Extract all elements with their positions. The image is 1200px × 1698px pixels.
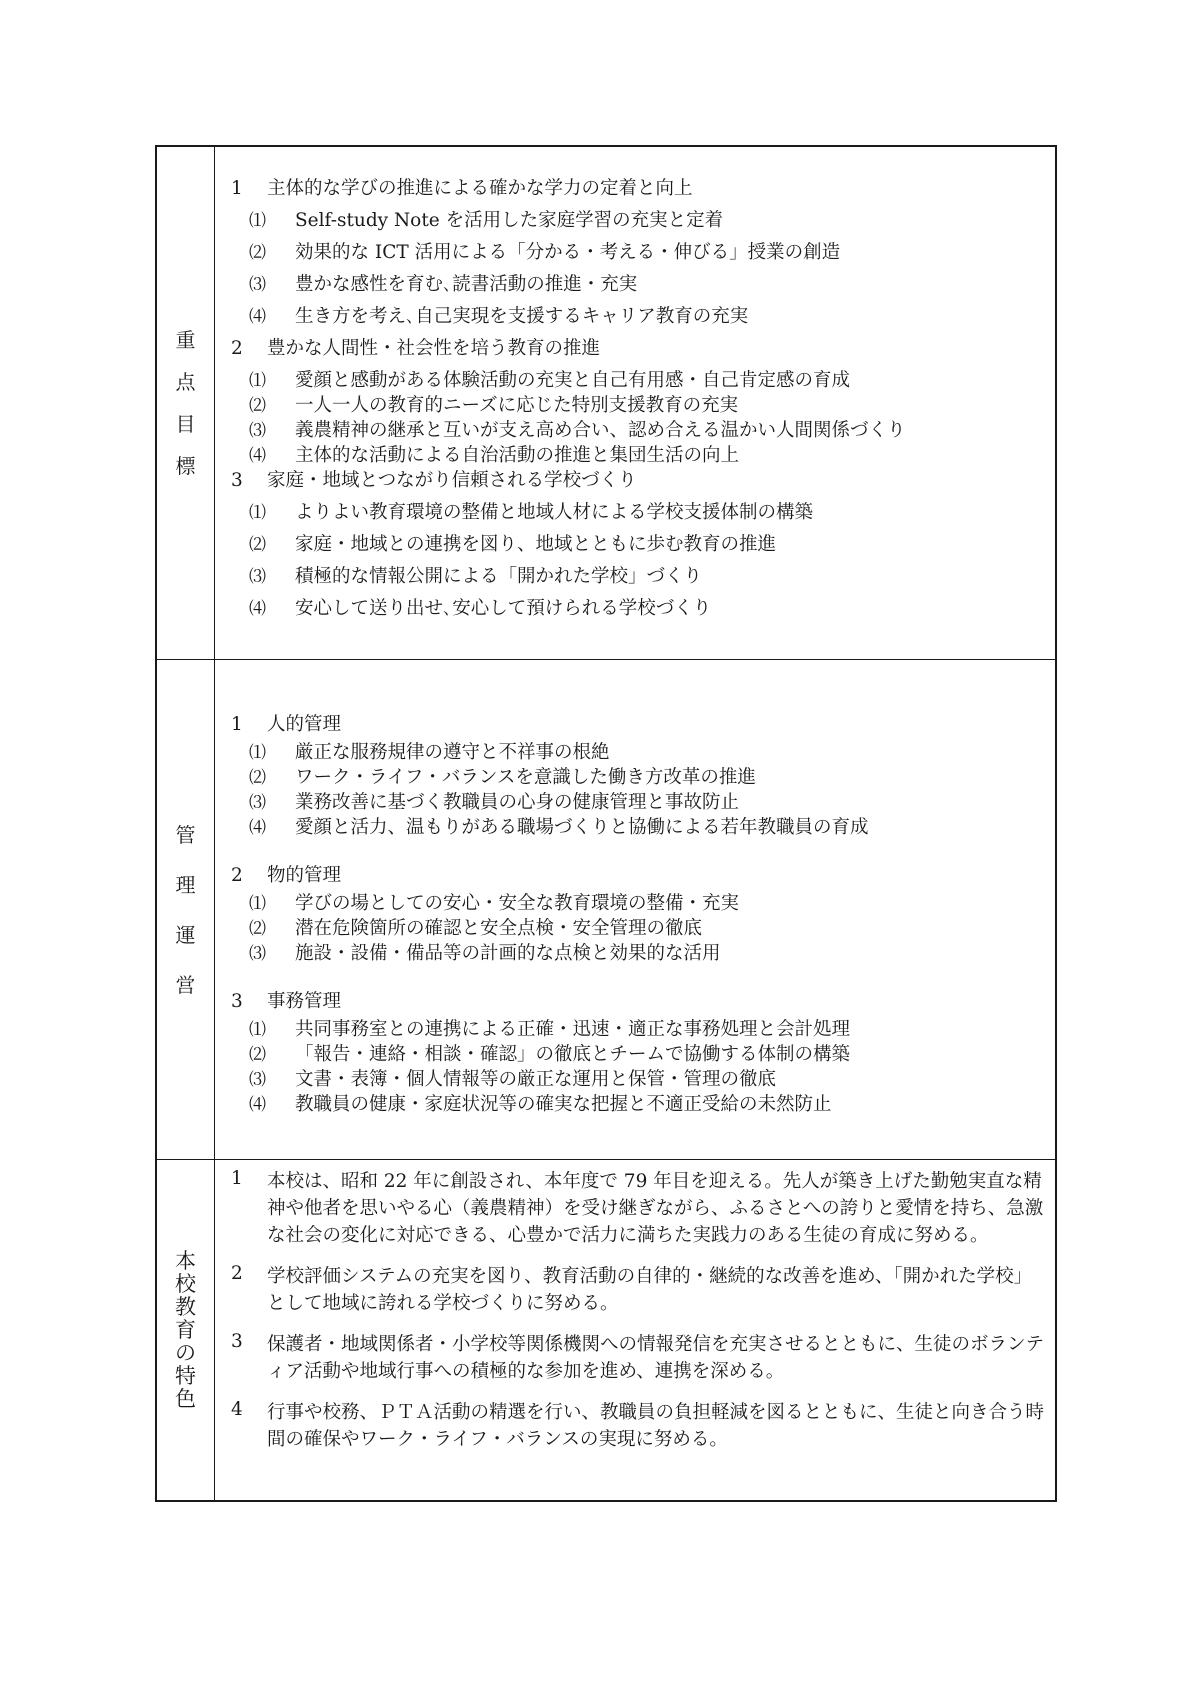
item-number: ⑷ (249, 307, 266, 327)
document-table (155, 145, 1057, 1502)
item-text: 家庭・地域との連携を図り、地域とともに歩む教育の推進 (295, 534, 777, 555)
item-number: ⑴ (249, 371, 266, 391)
item-number: ⑷ (249, 599, 266, 619)
feature-paragraph (215, 1168, 1045, 1249)
list-item (215, 813, 1055, 838)
item-number: ⑵ (249, 768, 266, 788)
features-content (215, 1160, 1055, 1500)
label-char: 目 (175, 412, 196, 436)
list-item (215, 939, 1055, 964)
list-item (215, 391, 1055, 416)
label-char: 点 (175, 370, 196, 394)
item-number: ⑵ (249, 243, 266, 263)
focus-goals-label (157, 147, 215, 659)
item-text: 主体的な活動による自治活動の推進と集団生活の向上 (295, 445, 740, 466)
list-item (215, 366, 1055, 391)
item-text: 文書・表簿・個人情報等の厳正な運用と保管・管理の徹底 (295, 1069, 777, 1090)
item-text: 施設・設備・備品等の計画的な点検と効果的な活用 (295, 943, 721, 964)
section-number: 2 (231, 338, 243, 359)
paragraph-text: 行事や校務、ＰＴＡ活動の精選を行い、教職員の負担軽減を図るとともに、生徒と向き合う時間の確保やワーク・ライフ・バランスの実現に努める。 (267, 1402, 1045, 1450)
paragraph-number: 1 (231, 1168, 243, 1189)
section-number: 3 (231, 991, 243, 1012)
item-text: 「報告・連絡・相談・確認」の徹底とチームで協働する体制の構築 (295, 1044, 851, 1065)
list-item (215, 416, 1055, 441)
item-number: ⑴ (249, 211, 266, 231)
item-text: 愛顔と活力、温もりがある職場づくりと協働による若年教職員の育成 (295, 817, 869, 838)
item-text: 一人一人の教育的ニーズに応じた特別支援教育の充実 (295, 395, 739, 416)
item-number: ⑷ (249, 818, 266, 838)
item-text: 共同事務室との連携による正確・迅速・適正な事務処理と会計処理 (295, 1019, 851, 1040)
item-number: ⑵ (249, 396, 266, 416)
item-number: ⑴ (249, 743, 266, 763)
section-heading (215, 710, 1055, 738)
label-char: 色 (175, 1386, 196, 1411)
item-number: ⑶ (249, 421, 266, 441)
list-item (215, 914, 1055, 939)
paragraph-number: 4 (231, 1399, 243, 1420)
item-number: ⑷ (249, 446, 266, 466)
item-number: ⑴ (249, 503, 266, 523)
list-item (215, 206, 1055, 238)
label-char: 本 (175, 1248, 196, 1273)
list-item (215, 763, 1055, 788)
label-char: 理 (175, 872, 196, 897)
section-number: 1 (231, 714, 243, 735)
item-text: 生き方を考え､自己実現を支援するキャリア教育の充実 (295, 306, 749, 327)
item-number: ⑶ (249, 275, 266, 295)
section-title: 物的管理 (267, 865, 342, 886)
management-section (215, 710, 1055, 838)
item-text: 豊かな感性を育む､読書活動の推進・充実 (295, 274, 638, 295)
list-item (215, 498, 1055, 530)
label-char: 校 (175, 1271, 196, 1296)
list-item (215, 788, 1055, 813)
management-row (157, 660, 1055, 1160)
section-heading (215, 987, 1055, 1015)
item-text: 安心して送り出せ､安心して預けられる学校づくり (295, 598, 712, 619)
section-heading (215, 861, 1055, 889)
label-char: 運 (175, 922, 196, 947)
label-char: 管 (175, 822, 196, 847)
item-text: 学びの場としての安心・安全な教育環境の整備・充実 (295, 893, 740, 914)
item-text: ワーク・ライフ・バランスを意識した働き方改革の推進 (295, 767, 756, 788)
label-char: 営 (175, 972, 196, 997)
item-number: ⑶ (249, 793, 266, 813)
item-text: 厳正な服務規律の遵守と不祥事の根絶 (295, 742, 610, 763)
item-text: 業務改善に基づく教職員の心身の健康管理と事故防止 (295, 792, 740, 813)
section-heading (215, 466, 1055, 498)
focus-goals-content (215, 147, 1055, 659)
section-number: 1 (231, 178, 243, 199)
list-item (215, 238, 1055, 270)
item-text: 潜在危険箇所の確認と安全点検・安全管理の徹底 (295, 918, 703, 939)
feature-paragraph (215, 1331, 1045, 1385)
list-item (215, 594, 1055, 626)
list-item (215, 1040, 1055, 1065)
item-text: 教職員の健康・家庭状況等の確実な把握と不適正受給の未然防止 (295, 1094, 832, 1115)
list-item (215, 302, 1055, 334)
item-number: ⑶ (249, 944, 266, 964)
management-section (215, 987, 1055, 1115)
paragraph-text: 保護者・地域関係者・小学校等関係機関への情報発信を充実させるとともに、生徒のボランティア活動や地域行事への積極的な参加を進め、連携を深める。 (267, 1334, 1045, 1382)
list-item (215, 1065, 1055, 1090)
section-title: 人的管理 (267, 714, 342, 735)
item-number: ⑴ (249, 1020, 266, 1040)
item-text: 義農精神の継承と互いが支え高め合い、認め合える温かい人間関係づくり (295, 420, 906, 441)
focus-goals-row (157, 147, 1055, 660)
item-text: 積極的な情報公開による「開かれた学校」づくり (295, 566, 703, 587)
section-title: 主体的な学びの推進による確かな学力の定着と向上 (267, 178, 693, 199)
paragraph-text: 学校評価システムの充実を図り、教育活動の自律的・継続的な改善を進め、「開かれた学校」として地域に誇れる学校づくりに努める。 (267, 1266, 1033, 1314)
paragraph-text: 本校は、昭和 22 年に創設され、本年度で 79 年目を迎える。先人が築き上げた勤勉実直な精神や他者を思いやる心（義農精神）を受け継ぎながら、ふるさとへの誇りと愛情を持ち、急激な社会の変化に対応できる、心豊かで活力に満ちた実践力のある生徒の育成に努める。 (267, 1171, 1044, 1246)
management-section (215, 861, 1055, 964)
features-label (157, 1160, 215, 1500)
list-item (215, 889, 1055, 914)
label-char: 重 (175, 328, 196, 352)
item-text: 愛顔と感動がある体験活動の充実と自己有用感・自己肯定感の育成 (295, 370, 851, 391)
feature-paragraph (215, 1399, 1045, 1453)
item-text: よりよい教育環境の整備と地域人材による学校支援体制の構築 (295, 502, 814, 523)
list-item (215, 270, 1055, 302)
list-item (215, 1015, 1055, 1040)
list-item (215, 562, 1055, 594)
section-title: 事務管理 (267, 991, 342, 1012)
paragraph-number: 2 (231, 1263, 243, 1284)
item-number: ⑵ (249, 1045, 266, 1065)
section-heading (215, 174, 1055, 206)
section-title: 家庭・地域とつながり信頼される学校づくり (267, 470, 637, 491)
list-item (215, 441, 1055, 466)
item-number: ⑵ (249, 919, 266, 939)
label-char: 育 (175, 1317, 196, 1342)
label-char: 教 (175, 1294, 196, 1319)
item-text: Self-study Note を活用した家庭学習の充実と定着 (295, 210, 724, 231)
item-number: ⑵ (249, 535, 266, 555)
management-label (157, 660, 215, 1159)
item-number: ⑶ (249, 1070, 266, 1090)
item-number: ⑷ (249, 1095, 266, 1115)
list-item (215, 1090, 1055, 1115)
management-content (215, 660, 1055, 1159)
section-number: 2 (231, 865, 243, 886)
section-number: 3 (231, 470, 243, 491)
section-title: 豊かな人間性・社会性を培う教育の推進 (267, 338, 601, 359)
label-char: の (175, 1340, 196, 1365)
paragraph-number: 3 (231, 1331, 243, 1352)
item-text: 効果的な ICT 活用による「分かる・考える・伸びる」授業の創造 (295, 242, 841, 263)
list-item (215, 530, 1055, 562)
item-number: ⑶ (249, 567, 266, 587)
list-item (215, 738, 1055, 763)
section-heading (215, 334, 1055, 366)
label-char: 標 (175, 454, 196, 478)
features-row (157, 1160, 1055, 1500)
feature-paragraph (215, 1263, 1045, 1317)
item-number: ⑴ (249, 894, 266, 914)
label-char: 特 (175, 1363, 196, 1388)
